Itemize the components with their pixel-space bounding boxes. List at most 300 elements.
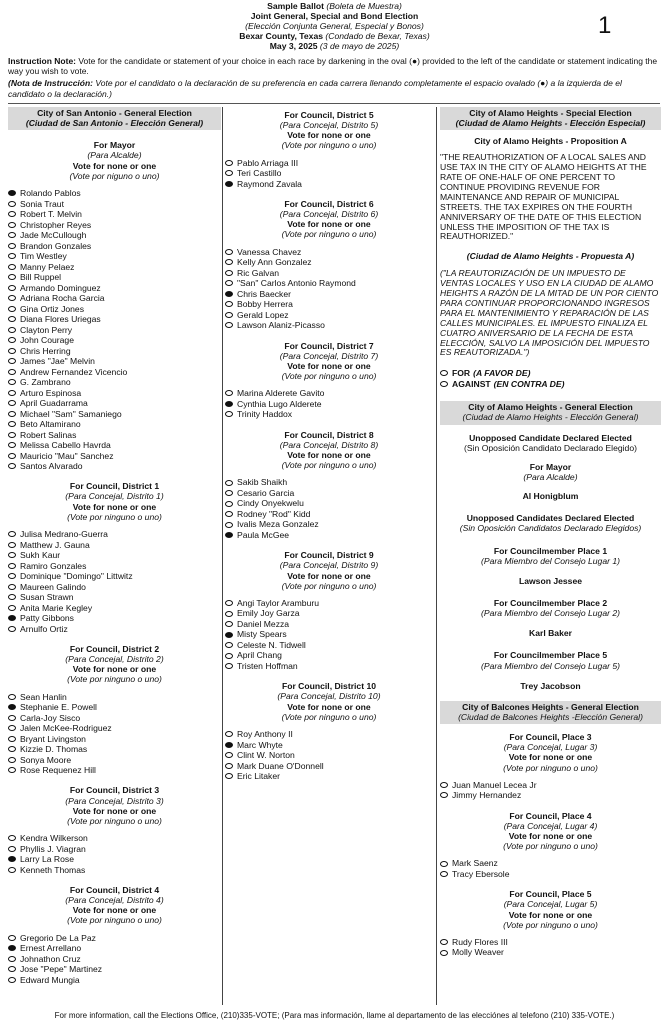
ballot-oval[interactable] — [225, 301, 233, 307]
race-title: For Council, District 10 — [281, 681, 377, 692]
ballot-oval[interactable] — [8, 736, 16, 742]
candidate-name: Jade McCullough — [20, 230, 87, 241]
candidate-option[interactable] — [8, 754, 221, 765]
ballot-oval[interactable] — [8, 442, 16, 448]
race-title: For Council, Place 4 — [509, 810, 592, 821]
candidate-option[interactable] — [8, 529, 221, 540]
candidate-option[interactable] — [8, 324, 221, 335]
candidate-option[interactable] — [225, 619, 433, 630]
race-title-es: (Para Concejal, Distrito 10) — [277, 691, 381, 702]
ballot-oval[interactable] — [8, 725, 16, 731]
candidate-option[interactable] — [8, 303, 221, 314]
candidate-name: Marina Alderete Gavito — [237, 388, 325, 399]
candidate-option[interactable] — [8, 844, 221, 855]
candidate-name: Beto Altamirano — [20, 419, 81, 430]
unopposed-council — [440, 513, 661, 533]
candidate-option[interactable] — [440, 937, 661, 948]
section-header: City of Balcones Heights - General Election (Ciudad de Balcones Heights -Elección General) — [440, 701, 661, 724]
candidate-option[interactable] — [8, 366, 221, 377]
ballot-oval[interactable] — [8, 400, 16, 406]
column-divider-1 — [222, 107, 223, 1005]
ballot-oval[interactable] — [225, 160, 233, 166]
unopposed-mayor — [440, 433, 661, 502]
candidate-option[interactable] — [8, 943, 221, 954]
candidate-option[interactable] — [225, 498, 433, 509]
ballot-oval[interactable] — [8, 306, 16, 312]
candidate-option[interactable] — [8, 854, 221, 865]
candidate-option[interactable] — [225, 179, 433, 190]
ballot-oval[interactable] — [440, 782, 448, 788]
candidate-option[interactable] — [225, 760, 433, 771]
ballot-oval[interactable] — [225, 411, 233, 417]
candidate-option[interactable] — [225, 268, 433, 279]
candidate-option[interactable] — [225, 158, 433, 169]
candidate-name: Jalen McKee-Rodriguez — [20, 723, 112, 734]
candidate-name: Dominique "Domingo" Littwitz — [20, 571, 133, 582]
candidate-name: Stephanie E. Powell — [20, 702, 97, 713]
candidate-option[interactable] — [8, 550, 221, 561]
unopposed-title-es: (Sin Oposición Candidato Declarado Elegido) — [464, 442, 637, 453]
council-places — [440, 546, 661, 691]
race-title-es: (Para Concejal, Lugar 3) — [503, 742, 598, 753]
ballot-oval[interactable] — [8, 594, 16, 600]
ballot-oval[interactable] — [8, 757, 16, 763]
candidate-option[interactable] — [8, 272, 221, 283]
ballot-oval-filled[interactable] — [225, 632, 233, 638]
ballot-oval[interactable] — [8, 390, 16, 396]
ballot-oval[interactable] — [8, 232, 16, 238]
ballot-oval[interactable] — [8, 295, 16, 301]
race-title-es: (Para Miembro del Consejo Lugar 2) — [481, 608, 620, 619]
ballot-oval[interactable] — [8, 846, 16, 852]
ballot-oval[interactable] — [8, 935, 16, 941]
ballot-oval[interactable] — [225, 763, 233, 769]
candidate-option[interactable] — [8, 198, 221, 209]
candidate-option[interactable] — [8, 865, 221, 876]
ballot-oval[interactable] — [225, 621, 233, 627]
ballot-oval[interactable] — [8, 463, 16, 469]
ballot-oval[interactable] — [225, 259, 233, 265]
vote-instruction-es: (Vote por ninguno o uno) — [67, 915, 162, 926]
race-block — [225, 341, 433, 420]
candidate-option[interactable] — [225, 608, 433, 619]
ballot-oval[interactable] — [440, 381, 448, 387]
ballot-oval[interactable] — [225, 642, 233, 648]
candidate-option[interactable] — [8, 592, 221, 603]
ballot-oval[interactable] — [225, 480, 233, 486]
candidate-option[interactable] — [225, 509, 433, 520]
candidate-name: Edward Mungia — [20, 974, 80, 985]
column-council-races — [225, 107, 433, 781]
ballot-oval[interactable] — [8, 201, 16, 207]
ballot-oval-filled[interactable] — [225, 181, 233, 187]
ballot-oval[interactable] — [8, 531, 16, 537]
ballot-oval-filled[interactable] — [225, 291, 233, 297]
race-block — [225, 110, 433, 189]
candidate-option[interactable] — [8, 188, 221, 199]
ballot-oval[interactable] — [440, 861, 448, 867]
ballot-oval[interactable] — [8, 264, 16, 270]
candidate-option[interactable] — [225, 519, 433, 530]
candidate-option[interactable] — [440, 869, 661, 880]
candidate-option[interactable] — [225, 750, 433, 761]
candidate-option[interactable] — [225, 640, 433, 651]
ballot-oval[interactable] — [225, 249, 233, 255]
race-block — [440, 732, 661, 801]
ballot-oval[interactable] — [225, 501, 233, 507]
column-alamo-balcones — [440, 107, 661, 958]
candidate-option[interactable] — [225, 409, 433, 420]
candidate-name: Tristen Hoffman — [237, 660, 298, 671]
candidate-option[interactable] — [225, 629, 433, 640]
header-line-3: (Elección Conjunta General, Especial y Bonos) — [245, 20, 424, 31]
candidate-name: Bryant Livingston — [20, 733, 86, 744]
candidate-option[interactable] — [225, 310, 433, 321]
ballot-oval[interactable] — [8, 411, 16, 417]
ballot-oval[interactable] — [8, 222, 16, 228]
candidate-option[interactable] — [8, 954, 221, 965]
ballot-oval[interactable] — [8, 211, 16, 217]
race-block — [8, 140, 221, 471]
race-title-es: (Para Concejal, Distrito 8) — [279, 439, 379, 450]
candidate-name: Maureen Galindo — [20, 581, 86, 592]
ballot-oval[interactable] — [8, 379, 16, 385]
vote-instruction: Vote for none or one — [72, 160, 157, 171]
vote-instruction-es: (Vote por ninguno o uno) — [281, 580, 377, 591]
ballot-oval[interactable] — [440, 370, 448, 376]
candidate-option[interactable] — [225, 168, 433, 179]
candidate-option[interactable] — [8, 975, 221, 986]
candidate-name: Molly Weaver — [452, 947, 504, 958]
candidate-name: Sonia Traut — [20, 198, 64, 209]
ballot-oval[interactable] — [225, 773, 233, 779]
ballot-oval[interactable] — [225, 522, 233, 528]
candidate-option[interactable] — [8, 613, 221, 624]
section-header: City of Alamo Heights - Special Election (Ciudad de Alamo Heights - Elección Especial) — [440, 107, 661, 130]
candidate-option[interactable] — [440, 790, 661, 801]
candidate-name: Sukh Kaur — [20, 550, 61, 561]
vote-instruction-es: (Vote por ninguno o uno) — [67, 511, 162, 522]
candidate-option[interactable] — [8, 581, 221, 592]
candidate-option[interactable] — [440, 780, 661, 791]
ballot-header — [120, 2, 549, 52]
race-title-es: (Para Miembro del Consejo Lugar 1) — [481, 555, 620, 566]
ballot-oval[interactable] — [8, 563, 16, 569]
candidate-option[interactable] — [8, 282, 221, 293]
candidate-option[interactable] — [440, 858, 661, 869]
header-line-5: May 3, 2025 (3 de mayo de 2025) — [269, 40, 400, 51]
vote-instruction-es: (Vote por ninguno o uno) — [503, 762, 598, 773]
candidate-name: Gregorio De La Paz — [20, 932, 96, 943]
candidate-option[interactable] — [8, 560, 221, 571]
vote-instruction-es: (Vote por ninguno o uno) — [281, 229, 377, 240]
ballot-oval[interactable] — [8, 274, 16, 280]
candidate-option[interactable] — [8, 450, 221, 461]
option-for[interactable]: FOR (A FAVOR DE) — [440, 367, 661, 378]
footer-note: For more information, call the Elections Office, (210)335-VOTE; (Para mas información, llame al departamento de las elecciónes al telefono (210) 335-VOTE.) — [54, 1011, 615, 1020]
races-list — [8, 140, 221, 985]
race-title: For Council, District 4 — [69, 885, 160, 896]
vote-instruction-es: (Vote por ninguno o uno) — [67, 674, 162, 685]
candidate-name: Diana Flores Uriegas — [20, 314, 101, 325]
ballot-oval-filled[interactable] — [8, 704, 16, 710]
ballot-oval[interactable] — [8, 626, 16, 632]
vote-instruction: Vote for none or one — [72, 501, 157, 512]
race-title-es: (Para Concejal, Distrito 3) — [65, 795, 164, 806]
race-title: For Councilmember Place 1 — [493, 545, 608, 556]
candidate-option[interactable] — [8, 251, 221, 262]
vote-instruction-es: (Vote por ninguno o uno) — [503, 919, 598, 930]
candidate-name: Santos Alvarado — [20, 461, 83, 472]
candidate-name: Ernest Arrellano — [20, 943, 82, 954]
candidate-name: Andrew Fernandez Vicencio — [20, 366, 128, 377]
candidate-name: Kelly Ann Gonzalez — [237, 257, 312, 268]
ballot-oval[interactable] — [225, 312, 233, 318]
ballot-oval[interactable] — [8, 867, 16, 873]
candidate-name: Vanessa Chavez — [237, 246, 302, 257]
race-block — [8, 481, 221, 634]
candidate-option[interactable] — [8, 723, 221, 734]
candidate-option[interactable] — [225, 477, 433, 488]
ballot-oval[interactable] — [225, 752, 233, 758]
section-header: City of Alamo Heights - General Election (Ciudad de Alamo Heights - Elección General) — [440, 401, 661, 424]
ballot-oval-filled[interactable] — [225, 532, 233, 538]
candidate-name: Matthew J. Gauna — [20, 539, 90, 550]
ballot-oval[interactable] — [225, 280, 233, 286]
vote-instruction: Vote for none or one — [72, 905, 157, 916]
candidate-option[interactable] — [8, 387, 221, 398]
candidate-name: Mark Duane O'Donnell — [237, 760, 324, 771]
candidate-option[interactable] — [8, 691, 221, 702]
candidate-option[interactable] — [8, 356, 221, 367]
ballot-oval[interactable] — [8, 243, 16, 249]
vote-instruction: Vote for none or one — [508, 830, 593, 841]
ballot-oval[interactable] — [225, 611, 233, 617]
ballot-oval[interactable] — [8, 605, 16, 611]
candidate-name: G. Zambrano — [20, 377, 71, 388]
ballot-oval[interactable] — [8, 956, 16, 962]
ballot-oval[interactable] — [8, 358, 16, 364]
race-block — [8, 885, 221, 985]
ballot-oval[interactable] — [8, 285, 16, 291]
race-block — [225, 199, 433, 331]
race-block — [8, 644, 221, 776]
candidate-name: Teri Castillo — [237, 168, 282, 179]
candidate-option[interactable] — [8, 733, 221, 744]
candidate-option[interactable] — [8, 712, 221, 723]
candidate-option[interactable] — [8, 293, 221, 304]
candidate-name: Pablo Arriaga III — [237, 157, 299, 168]
proposition-a — [440, 136, 661, 389]
ballot-oval-filled[interactable] — [225, 401, 233, 407]
candidate-option[interactable] — [8, 429, 221, 440]
ballot-oval[interactable] — [8, 715, 16, 721]
candidate-option[interactable] — [8, 230, 221, 241]
race-title: For Councilmember Place 2 — [493, 598, 608, 608]
ballot-oval[interactable] — [225, 653, 233, 659]
race-title-es: (Para Concejal, Lugar 4) — [503, 820, 598, 831]
candidate-name: Arturo Espinosa — [20, 387, 82, 398]
candidate-name: Bobby Herrera — [237, 299, 293, 310]
candidate-option[interactable] — [8, 623, 221, 634]
ballot-oval[interactable] — [225, 322, 233, 328]
candidate-name: Christopher Reyes — [20, 219, 92, 230]
candidate-option[interactable] — [8, 461, 221, 472]
ballot-oval[interactable] — [225, 170, 233, 176]
candidate-option[interactable] — [8, 964, 221, 975]
ballot-oval[interactable] — [8, 767, 16, 773]
candidate-option[interactable] — [8, 419, 221, 430]
vote-instruction-es: (Vote por ninguno o uno) — [281, 371, 377, 382]
candidate-name: Armando Dominguez — [20, 282, 101, 293]
candidate-name: Michael "Sam" Samaniego — [20, 408, 122, 419]
candidate-option[interactable] — [8, 602, 221, 613]
candidate-option[interactable] — [8, 765, 221, 776]
candidate-option[interactable] — [225, 399, 433, 410]
ballot-oval[interactable] — [225, 490, 233, 496]
ballot-oval[interactable] — [225, 270, 233, 276]
race-title-es: (Para Alcalde) — [523, 472, 578, 483]
ballot-oval[interactable] — [8, 327, 16, 333]
proposition-text-es: ("LA REAUTORIZACIÓN DE UN IMPUESTO DE VENTAS LOCALES Y USO EN LA CIUDAD DE ALAMO HEIGHTS A RAZÓN DE LA MITAD DE UN POR CIENTO PARA CONTINUAR PROPORCIONANDO INGRESOS PARA EL MANTENIMIENTO Y REPARACIÓN DE LAS CALLES MUNICIPALES. EL IMPUESTO FINALIZA EL CUATRO ANIVERSARIO DE LA FECHA DE ESTA ELECCIÓN, SALVO LA IMPOSICIÓN DEL IMPUESTO ES REAUTORIZADA.") — [440, 268, 659, 358]
candidate-option[interactable] — [8, 571, 221, 582]
candidate-name: Roy Anthony II — [237, 729, 293, 740]
ballot-oval[interactable] — [8, 584, 16, 590]
ballot-oval[interactable] — [8, 694, 16, 700]
unopposed-place — [440, 546, 661, 586]
ballot-oval[interactable] — [8, 453, 16, 459]
ballot-oval[interactable] — [8, 746, 16, 752]
candidate-option[interactable] — [440, 947, 661, 958]
ballot-oval[interactable] — [8, 835, 16, 841]
ballot-oval[interactable] — [440, 792, 448, 798]
ballot-oval-filled[interactable] — [225, 742, 233, 748]
race-title-es: (Para Concejal, Distrito 4) — [65, 895, 164, 906]
candidate-option[interactable] — [225, 530, 433, 541]
candidate-option[interactable] — [225, 299, 433, 310]
race-title-es: (Para Concejal, Distrito 9) — [279, 560, 379, 571]
candidate-option[interactable] — [8, 219, 221, 230]
candidate-name: Susan Strawn — [20, 592, 74, 603]
ballot-oval-filled[interactable] — [8, 945, 16, 951]
candidate-option[interactable] — [225, 661, 433, 672]
candidate-option[interactable] — [8, 335, 221, 346]
section-header: City of San Antonio - General Election (Ciudad de San Antonio - Elección General) — [8, 107, 221, 130]
candidate-name: Ivalis Meza Gonzalez — [237, 519, 319, 530]
candidate-option[interactable] — [8, 345, 221, 356]
candidate-option[interactable] — [8, 933, 221, 944]
ballot-oval[interactable] — [225, 390, 233, 396]
candidate-name: Juan Manuel Lecea Jr — [452, 779, 537, 790]
candidate-option[interactable] — [8, 240, 221, 251]
vote-instruction: Vote for none or one — [508, 752, 593, 763]
candidate-name: Brandon Gonzales — [20, 240, 92, 251]
ballot-oval[interactable] — [8, 348, 16, 354]
candidate-option[interactable] — [8, 398, 221, 409]
candidate-option[interactable] — [8, 314, 221, 325]
candidate-name: Bill Ruppel — [20, 272, 62, 283]
proposition-title-es: (Ciudad de Alamo Heights - Propuesta A) — [466, 251, 635, 262]
candidate-name: James "Jae" Melvin — [20, 356, 95, 367]
ballot-oval[interactable] — [225, 600, 233, 606]
header-line-1: Sample Ballot (Boleta de Muestra) — [267, 1, 402, 11]
candidate-option[interactable] — [225, 488, 433, 499]
vote-instruction: Vote for none or one — [287, 701, 371, 712]
candidate-option[interactable] — [8, 209, 221, 220]
candidate-option[interactable] — [8, 702, 221, 713]
candidate-option[interactable] — [8, 408, 221, 419]
ballot-oval-filled[interactable] — [8, 615, 16, 621]
elected-name: Lawson Jessee — [518, 575, 583, 586]
candidate-name: Robert T. Melvin — [20, 209, 82, 220]
candidate-option[interactable] — [8, 833, 221, 844]
ballot-oval-filled[interactable] — [8, 856, 16, 862]
candidate-option[interactable] — [225, 257, 433, 268]
candidate-option[interactable] — [8, 539, 221, 550]
ballot-oval-filled[interactable] — [8, 190, 16, 196]
vote-instruction-es: (Vote por ninguno o uno) — [67, 815, 162, 826]
option-against[interactable]: AGAINST (EN CONTRA DE) — [440, 378, 661, 389]
candidate-option[interactable] — [225, 771, 433, 782]
candidate-name: Mark Saenz — [452, 858, 498, 869]
candidate-name: Kendra Wilkerson — [20, 833, 88, 844]
candidate-option[interactable] — [225, 320, 433, 331]
ballot-oval[interactable] — [8, 369, 16, 375]
elected-name: Karl Baker — [529, 628, 572, 639]
ballot-oval[interactable] — [8, 253, 16, 259]
ballot-oval[interactable] — [440, 939, 448, 945]
candidate-option[interactable] — [225, 247, 433, 258]
ballot-oval[interactable] — [8, 552, 16, 558]
page-number: 1 — [598, 12, 612, 39]
ballot-oval[interactable] — [8, 966, 16, 972]
vote-instruction: Vote for none or one — [287, 130, 371, 141]
candidate-option[interactable] — [225, 278, 433, 289]
candidate-name: Rodney "Rod" Kidd — [237, 508, 311, 519]
instruction-es: (Nota de Instrucción: Vote por el candidato o la declaración de su preferencia en cada carrera llenando completamente el espacio ovalado (●) a la izquierda de el candidato o la declaración.) — [8, 78, 622, 99]
ballot-oval[interactable] — [225, 663, 233, 669]
candidate-name: Eric Litaker — [237, 771, 280, 782]
candidate-option[interactable] — [225, 388, 433, 399]
vote-instruction: Vote for none or one — [287, 219, 371, 230]
ballot-oval[interactable] — [8, 316, 16, 322]
candidate-option[interactable] — [8, 744, 221, 755]
candidate-option[interactable] — [225, 739, 433, 750]
candidate-option[interactable] — [225, 289, 433, 300]
ballot-oval[interactable] — [8, 542, 16, 548]
candidate-option[interactable] — [225, 598, 433, 609]
candidate-option[interactable] — [8, 377, 221, 388]
ballot-oval[interactable] — [8, 421, 16, 427]
ballot-oval[interactable] — [8, 432, 16, 438]
ballot-oval[interactable] — [225, 731, 233, 737]
candidate-option[interactable] — [8, 261, 221, 272]
ballot-oval[interactable] — [225, 511, 233, 517]
race-title: For Council, District 7 — [284, 340, 374, 351]
candidate-option[interactable] — [225, 729, 433, 740]
vote-instruction: Vote for none or one — [287, 360, 371, 371]
ballot-oval[interactable] — [440, 950, 448, 956]
ballot-oval[interactable] — [440, 871, 448, 877]
ballot-oval[interactable] — [8, 573, 16, 579]
candidate-option[interactable] — [8, 440, 221, 451]
header-divider — [8, 103, 660, 104]
ballot-oval[interactable] — [8, 977, 16, 983]
elected-name: Al Honigblum — [522, 491, 579, 502]
race-title-es: (Para Concejal, Distrito 5) — [279, 120, 379, 131]
candidate-option[interactable] — [225, 650, 433, 661]
ballot-oval[interactable] — [8, 337, 16, 343]
